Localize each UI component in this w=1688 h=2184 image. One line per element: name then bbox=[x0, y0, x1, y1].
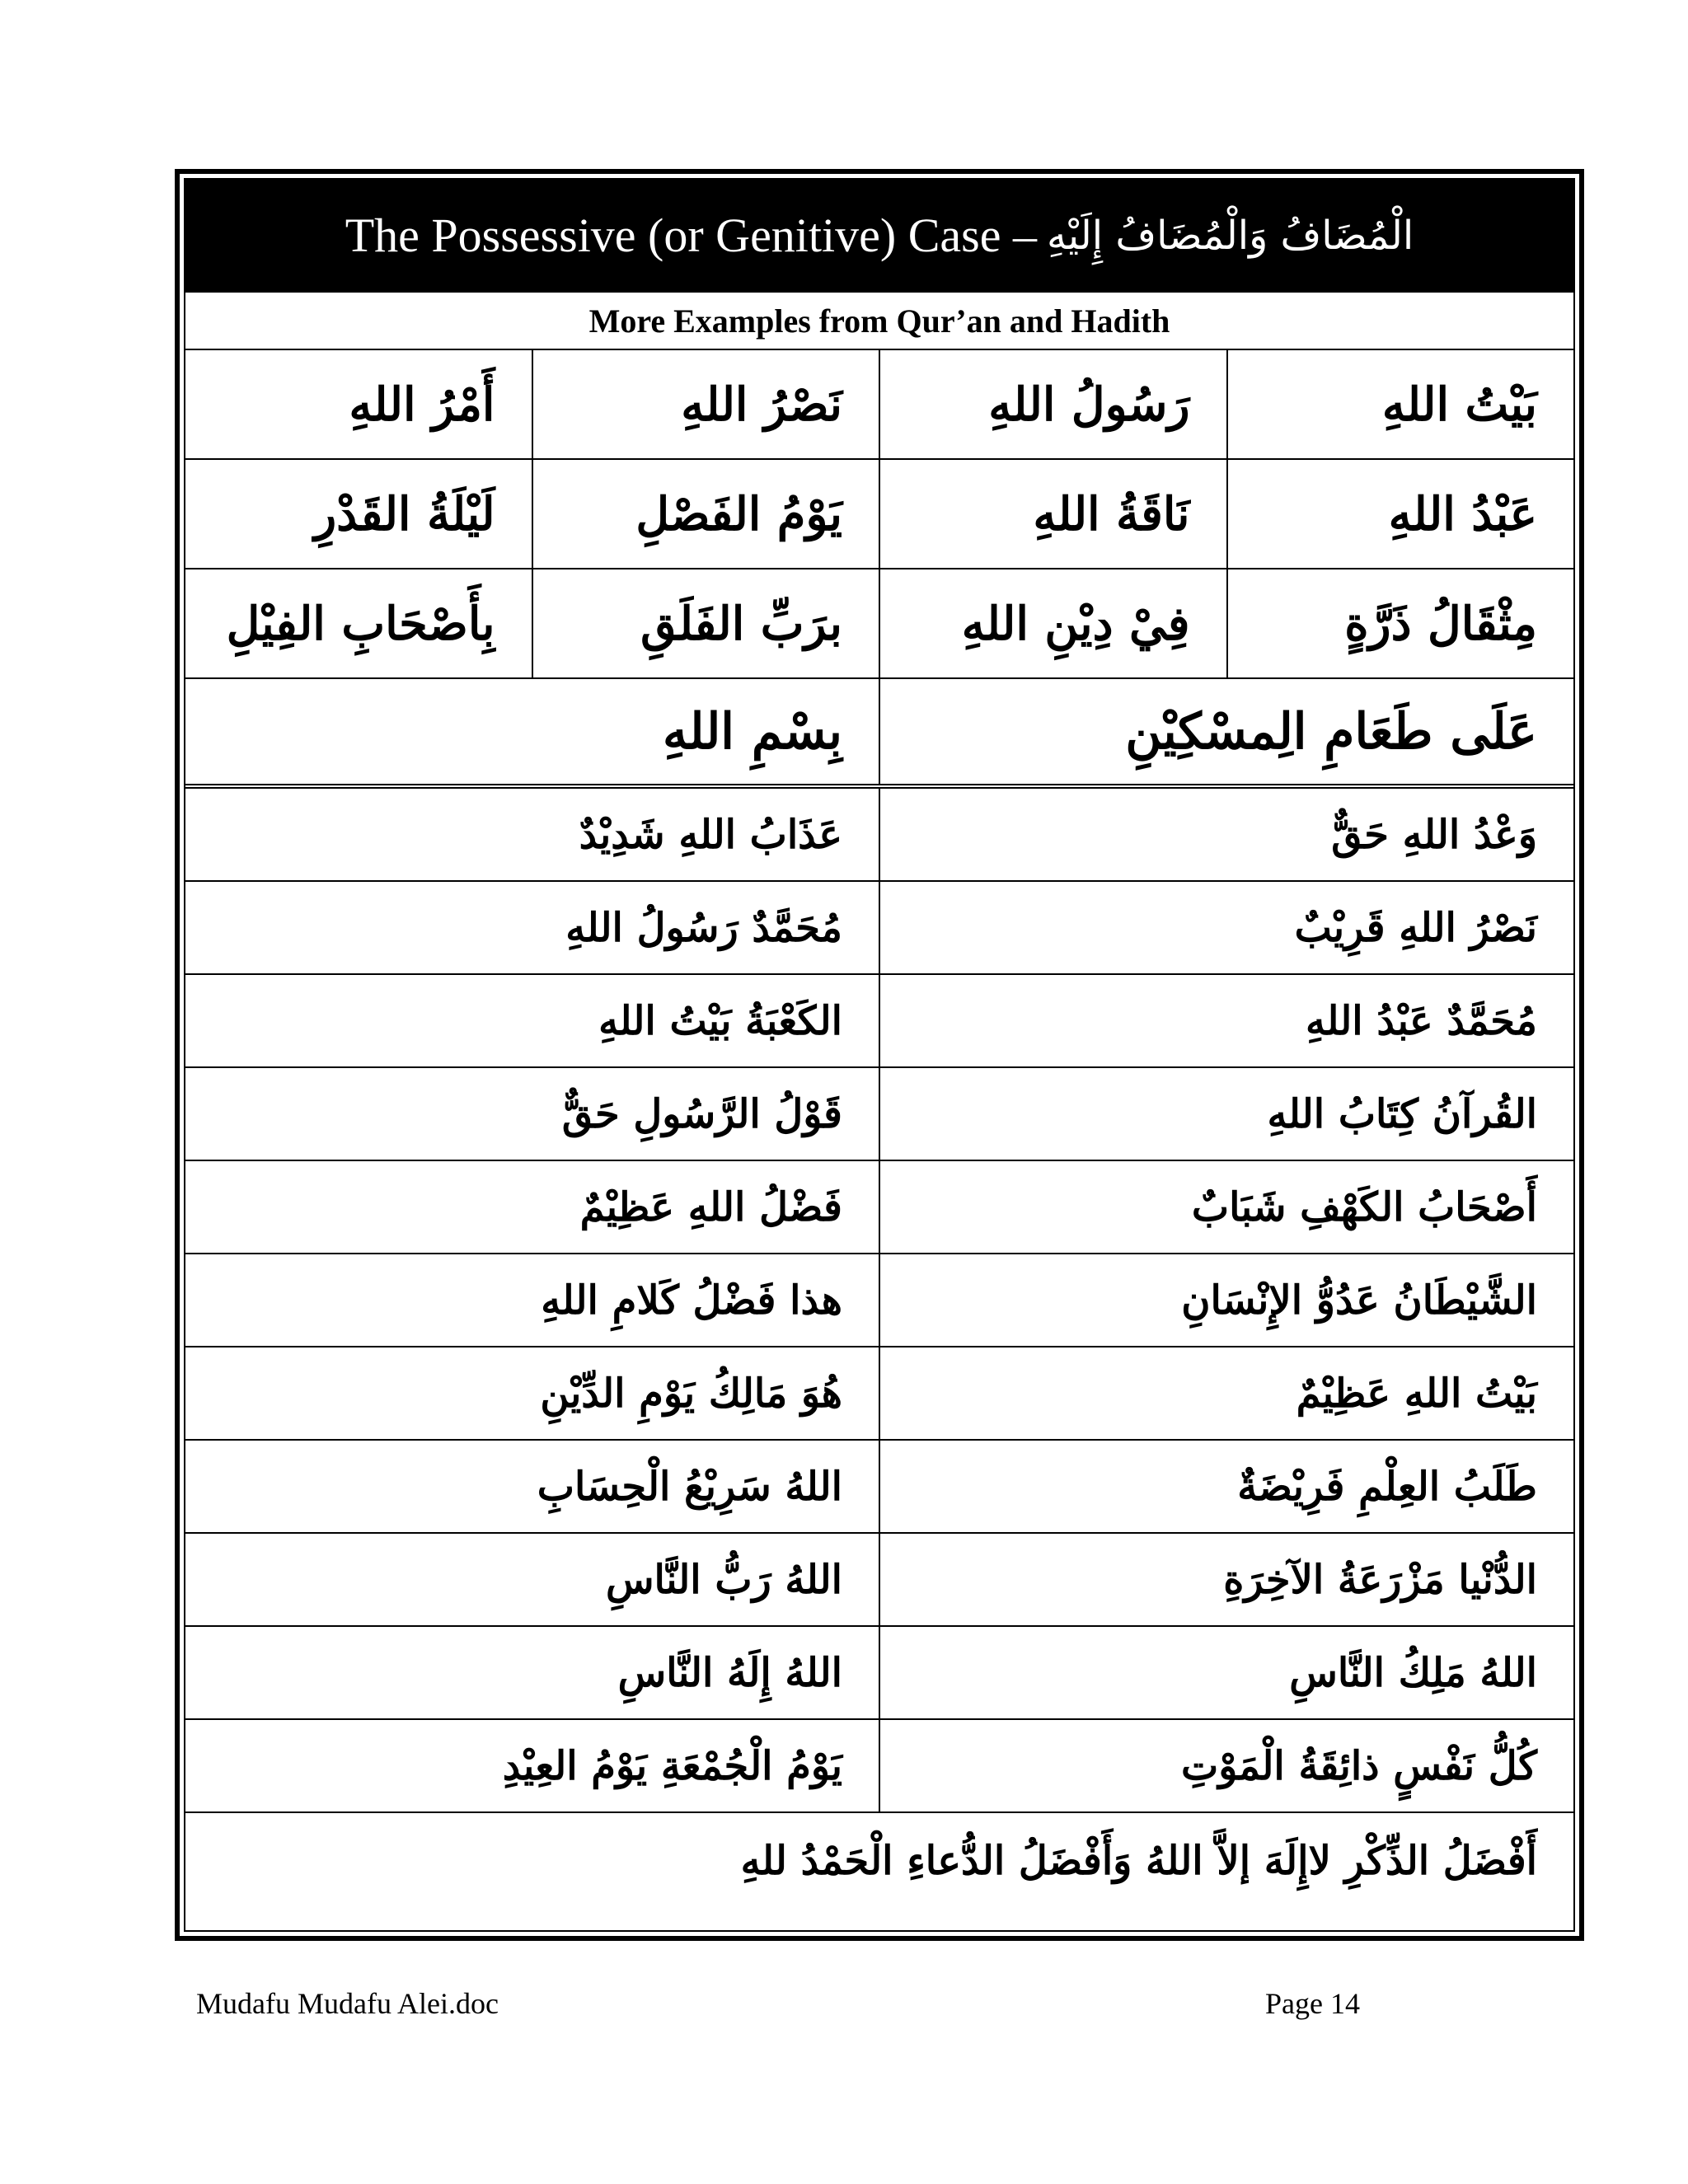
table-row bbox=[185, 1254, 1573, 1347]
table-cell: الكَعْبَةُ بَيْتُ اللهِ bbox=[185, 975, 880, 1066]
table-row bbox=[185, 460, 1573, 569]
table-row bbox=[185, 350, 1573, 460]
table-cell: القُرآنُ كِتَابُ اللهِ bbox=[1267, 1090, 1537, 1137]
table-cell: أَمْرُ اللهِ bbox=[185, 350, 533, 458]
table-cell: قَوْلُ الرَّسُولِ حَقٌّ bbox=[185, 1068, 880, 1160]
table-cell: نَصْرُ اللهِ قَرِيْبٌ bbox=[1294, 904, 1537, 951]
table-cell: برَبِّ الفَلَقِ bbox=[533, 569, 881, 677]
table-cell: عَبْدُ اللهِ bbox=[1388, 486, 1537, 541]
table-subtitle: More Examples from Qur’an and Hadith bbox=[185, 291, 1573, 350]
table-cell: اللهُ سَرِيْعُ الْحِسَابِ bbox=[185, 1441, 880, 1532]
table-row bbox=[185, 1161, 1573, 1254]
table-cell: اللهُ مَلِكُ النَّاسِ bbox=[1289, 1649, 1537, 1696]
table-cell: مِثْقَالُ ذَرَّةٍ bbox=[1344, 596, 1537, 651]
table-cell: فِيْ دِيْنِ اللهِ bbox=[880, 569, 1228, 677]
footer-filename: Mudafu Mudafu Alei.doc bbox=[196, 1987, 499, 2020]
table-row bbox=[185, 1720, 1573, 1813]
table-cell: مُحَمَّدٌ عَبْدُ اللهِ bbox=[1306, 997, 1537, 1044]
table-cell-final: أَفْضَلُ الذِّكْرِ لاإِلَهَ إلاَّ اللهُ وَأَفْضَلُ الدُّعاءِ الْحَمْدُ للهِ bbox=[740, 1838, 1537, 1884]
table-cell: وَعْدُ اللهِ حَقٌّ bbox=[1331, 811, 1537, 858]
table-cell: يَوْمُ الْجُمْعَةِ يَوْمُ العِيْدِ bbox=[185, 1720, 880, 1811]
table-cell: كُلُّ نَفْسٍ ذائِقَةُ الْمَوْتِ bbox=[1181, 1742, 1537, 1789]
table-cell: مُحَمَّدٌ رَسُولُ اللهِ bbox=[185, 882, 880, 973]
table-row bbox=[185, 789, 1573, 882]
table-cell: بَيْتُ اللهِ bbox=[1381, 377, 1537, 432]
table-title bbox=[185, 180, 1573, 291]
table-cell: يَوْمُ الفَصْلِ bbox=[533, 460, 881, 568]
table-cell: نَاقَةُ اللهِ bbox=[880, 460, 1228, 568]
table-cell: هذا فَضْلُ كَلامِ اللهِ bbox=[185, 1254, 880, 1346]
table-row bbox=[185, 679, 1573, 789]
table-row bbox=[185, 1813, 1573, 1909]
table-row bbox=[185, 569, 1573, 679]
table-cell: طَلَبُ العِلْمِ فَرِيْضَةٌ bbox=[1237, 1463, 1537, 1510]
table-cell: رَسُولُ اللهِ bbox=[880, 350, 1228, 458]
table-row bbox=[185, 1627, 1573, 1720]
table-cell: عَلَى طَعَامِ الِمسْكِيْنِ bbox=[1125, 702, 1537, 761]
table-cell: بِسْمِ اللهِ bbox=[185, 679, 880, 784]
document-table-frame bbox=[175, 169, 1584, 1941]
table-row bbox=[185, 1068, 1573, 1161]
title-english: The Possessive (or Genitive) Case – bbox=[345, 209, 1037, 262]
table-cell: اللهُ إِلَهُ النَّاسِ bbox=[185, 1627, 880, 1718]
table-cell: الدُّنْيا مَزْرَعَةُ الآخِرَةِ bbox=[1223, 1556, 1537, 1603]
table-cell: اللهُ رَبُّ النَّاسِ bbox=[185, 1534, 880, 1625]
table-cell: فَضْلُ اللهِ عَظِيْمٌ bbox=[185, 1161, 880, 1253]
footer-page-number: Page 14 bbox=[1265, 1987, 1360, 2020]
table-cell: نَصْرُ اللهِ bbox=[533, 350, 881, 458]
table-row bbox=[185, 1534, 1573, 1627]
document-table bbox=[184, 178, 1575, 1932]
table-cell: بَيْتُ اللهِ عَظِيْمٌ bbox=[1296, 1370, 1537, 1417]
table-cell: بِأَصْحَابِ الفِيْلِ bbox=[185, 569, 533, 677]
table-row bbox=[185, 1441, 1573, 1534]
table-row bbox=[185, 882, 1573, 975]
title-arabic: الْمُضَافُ وَالْمُضَافُ إِلَيْهِ bbox=[1046, 212, 1414, 259]
table-cell: الشَّيْطَانُ عَدُوُّ الإِنْسَانِ bbox=[1181, 1277, 1537, 1324]
table-row bbox=[185, 975, 1573, 1068]
table-row bbox=[185, 1347, 1573, 1441]
table-cell: أَصْحَابُ الكَهْفِ شَبَابٌ bbox=[1191, 1183, 1537, 1230]
table-cell: لَيْلَةُ القَدْرِ bbox=[185, 460, 533, 568]
table-cell: عَذَابُ اللهِ شَدِيْدٌ bbox=[185, 789, 880, 880]
table-cell: هُوَ مَالِكُ يَوْمِ الدِّيْنِ bbox=[185, 1347, 880, 1439]
